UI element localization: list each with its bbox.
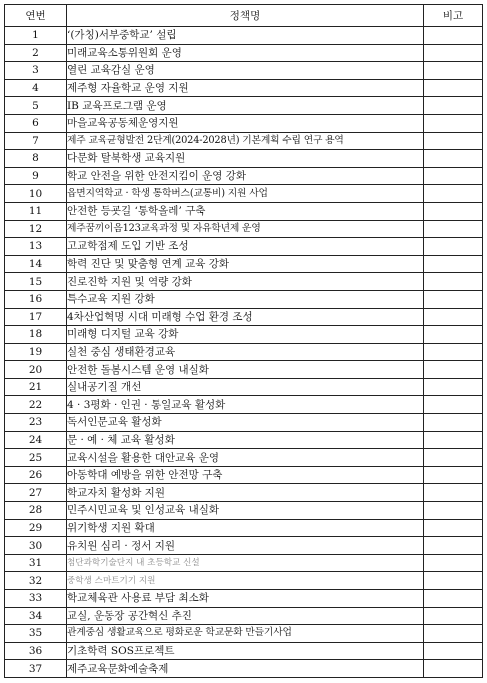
policy-name: 미래교육소통위원회 운영 [67, 44, 424, 62]
note-cell [424, 431, 483, 449]
row-number: 33 [5, 590, 67, 608]
table-row [5, 502, 483, 520]
row-number: 24 [5, 431, 67, 449]
note-cell [424, 150, 483, 168]
policy-name: IB 교육프로그램 운영 [67, 97, 424, 115]
row-number: 8 [5, 150, 67, 168]
table-row [5, 238, 483, 256]
note-cell [424, 62, 483, 80]
policy-name: 고교학점제 도입 기반 조성 [67, 238, 424, 256]
table-row [5, 79, 483, 97]
row-number: 36 [5, 642, 67, 660]
note-cell [424, 326, 483, 344]
row-number: 28 [5, 502, 67, 520]
note-cell [424, 660, 483, 678]
table-row [5, 537, 483, 555]
row-number: 7 [5, 132, 67, 150]
policy-name: 안전한 돌봄시스템 운영 내실화 [67, 361, 424, 379]
row-number: 13 [5, 238, 67, 256]
table-row [5, 466, 483, 484]
note-cell [424, 449, 483, 467]
note-cell [424, 185, 483, 203]
policy-name: 다문화 탈북학생 교육지원 [67, 150, 424, 168]
table-row [5, 290, 483, 308]
row-number: 14 [5, 255, 67, 273]
note-cell [424, 607, 483, 625]
policy-name: 문 · 예 · 체 교육 활성화 [67, 431, 424, 449]
table-row [5, 185, 483, 203]
policy-name: 민주시민교육 및 인성교육 내실화 [67, 502, 424, 520]
table-body [5, 27, 483, 678]
header-note: 비고 [424, 5, 483, 27]
row-number: 37 [5, 660, 67, 678]
policy-name: 아동학대 예방을 위한 안전망 구축 [67, 466, 424, 484]
table-row [5, 572, 483, 590]
policy-name: 4 · 3평화 · 인권 · 통일교육 활성화 [67, 396, 424, 414]
row-number: 25 [5, 449, 67, 467]
note-cell [424, 590, 483, 608]
note-cell [424, 537, 483, 555]
policy-name: 제주형 자율학교 운영 지원 [67, 79, 424, 97]
note-cell [424, 484, 483, 502]
row-number: 21 [5, 378, 67, 396]
table-row [5, 378, 483, 396]
policy-name: 독서인문교육 활성화 [67, 414, 424, 432]
table-row [5, 361, 483, 379]
policy-name: 진로진학 지원 및 역량 강화 [67, 273, 424, 291]
row-number: 19 [5, 343, 67, 361]
table-row [5, 167, 483, 185]
table-row [5, 343, 483, 361]
table-row [5, 449, 483, 467]
note-cell [424, 114, 483, 132]
row-number: 29 [5, 519, 67, 537]
note-cell [424, 642, 483, 660]
policy-name: 교실, 운동장 공간혁신 추진 [67, 607, 424, 625]
row-number: 1 [5, 27, 67, 45]
policy-name: 첨단과학기술단지 내 초등학교 신설 [67, 554, 424, 572]
table-row [5, 484, 483, 502]
note-cell [424, 202, 483, 220]
note-cell [424, 273, 483, 291]
policy-name: 학교자치 활성화 지원 [67, 484, 424, 502]
row-number: 12 [5, 220, 67, 238]
note-cell [424, 79, 483, 97]
policy-name: 제주 교육균형발전 2단계(2024-2028년) 기본계획 수립 연구 용역 [67, 132, 424, 150]
row-number: 22 [5, 396, 67, 414]
note-cell [424, 414, 483, 432]
policy-name: 학교체육관 사용료 부담 최소화 [67, 590, 424, 608]
row-number: 32 [5, 572, 67, 590]
row-number: 5 [5, 97, 67, 115]
row-number: 11 [5, 202, 67, 220]
note-cell [424, 625, 483, 643]
policy-name: 특수교육 지원 강화 [67, 290, 424, 308]
row-number: 6 [5, 114, 67, 132]
row-number: 9 [5, 167, 67, 185]
row-number: 23 [5, 414, 67, 432]
table-row [5, 308, 483, 326]
table-row [5, 590, 483, 608]
note-cell [424, 97, 483, 115]
row-number: 10 [5, 185, 67, 203]
header-row [5, 5, 483, 27]
table-row [5, 44, 483, 62]
table-row [5, 554, 483, 572]
note-cell [424, 290, 483, 308]
row-number: 35 [5, 625, 67, 643]
row-number: 30 [5, 537, 67, 555]
row-number: 16 [5, 290, 67, 308]
row-number: 3 [5, 62, 67, 80]
row-number: 20 [5, 361, 67, 379]
policy-name: ‘(가칭)서부중학교’ 설립 [67, 27, 424, 45]
table-header [5, 5, 483, 27]
header-policy-name: 정책명 [67, 5, 424, 27]
table-row [5, 62, 483, 80]
row-number: 4 [5, 79, 67, 97]
policy-name: 읍면지역학교 · 학생 통학버스(교통비) 지원 사업 [67, 185, 424, 203]
policy-name: 관계중심 생활교육으로 평화로운 학교문화 만들기사업 [67, 625, 424, 643]
policy-name: 열린 교육감실 운영 [67, 62, 424, 80]
table-row [5, 150, 483, 168]
table-row [5, 255, 483, 273]
note-cell [424, 378, 483, 396]
policy-name: 학교 안전을 위한 안전지킴이 운영 강화 [67, 167, 424, 185]
policy-name: 실내공기질 개선 [67, 378, 424, 396]
table-row [5, 202, 483, 220]
note-cell [424, 466, 483, 484]
row-number: 2 [5, 44, 67, 62]
table-row [5, 396, 483, 414]
row-number: 26 [5, 466, 67, 484]
table-row [5, 660, 483, 678]
table-row [5, 114, 483, 132]
note-cell [424, 220, 483, 238]
row-number: 34 [5, 607, 67, 625]
note-cell [424, 167, 483, 185]
note-cell [424, 396, 483, 414]
policy-name: 기초학력 SOS프로젝트 [67, 642, 424, 660]
table-row [5, 97, 483, 115]
table-row [5, 625, 483, 643]
note-cell [424, 502, 483, 520]
note-cell [424, 132, 483, 150]
policy-name: 교육시설을 활용한 대안교육 운영 [67, 449, 424, 467]
header-no: 연번 [5, 5, 67, 27]
table-row [5, 519, 483, 537]
row-number: 18 [5, 326, 67, 344]
policy-name: 중학생 스마트기기 지원 [67, 572, 424, 590]
table-row [5, 607, 483, 625]
table-row [5, 132, 483, 150]
row-number: 31 [5, 554, 67, 572]
policy-name: 미래형 디지털 교육 강화 [67, 326, 424, 344]
note-cell [424, 44, 483, 62]
policy-name: 실천 중심 생태환경교육 [67, 343, 424, 361]
policy-name: 4차산업혁명 시대 미래형 수업 환경 조성 [67, 308, 424, 326]
table-row [5, 431, 483, 449]
policy-name: 유치원 심리 · 정서 지원 [67, 537, 424, 555]
note-cell [424, 255, 483, 273]
row-number: 15 [5, 273, 67, 291]
note-cell [424, 27, 483, 45]
row-number: 27 [5, 484, 67, 502]
policy-name: 제주교육문화예술축제 [67, 660, 424, 678]
note-cell [424, 361, 483, 379]
note-cell [424, 554, 483, 572]
table-row [5, 220, 483, 238]
note-cell [424, 519, 483, 537]
policy-name: 학력 진단 및 맞춤형 연계 교육 강화 [67, 255, 424, 273]
table-row [5, 326, 483, 344]
table-row [5, 642, 483, 660]
policy-table [4, 4, 483, 678]
note-cell [424, 572, 483, 590]
row-number: 17 [5, 308, 67, 326]
table-row [5, 27, 483, 45]
table-row [5, 414, 483, 432]
note-cell [424, 238, 483, 256]
note-cell [424, 343, 483, 361]
policy-name: 안전한 등굣길 ‘통학올레’ 구축 [67, 202, 424, 220]
policy-name: 제주꿈끼이음123교육과정 및 자유학년제 운영 [67, 220, 424, 238]
note-cell [424, 308, 483, 326]
table-row [5, 273, 483, 291]
policy-name: 위기학생 지원 확대 [67, 519, 424, 537]
policy-name: 마을교육공동체운영지원 [67, 114, 424, 132]
